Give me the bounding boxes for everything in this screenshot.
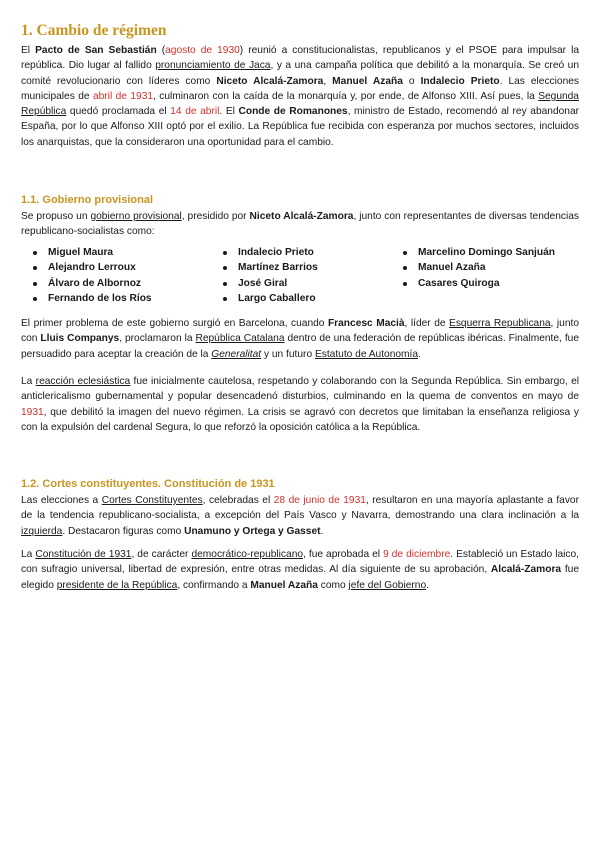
- list-item: Álvaro de Albornoz: [30, 276, 152, 291]
- text-run: Esquerra Republicana: [449, 318, 551, 329]
- text-run: , presidido por: [181, 211, 250, 222]
- list-item: Martínez Barrios: [220, 260, 318, 275]
- text-run: agosto de 1930: [165, 45, 240, 56]
- text-run: jefe del Gobierno: [348, 579, 427, 591]
- members-column-1: [30, 245, 152, 306]
- text-run: . El: [219, 106, 239, 118]
- text-run: .: [418, 348, 421, 360]
- text-run: , líder de: [404, 318, 450, 329]
- text-run: Unamuno y Ortega y Gasset: [184, 525, 321, 537]
- text-run: , junto con representantes de diversas tendencias republicano-socialistas como:: [21, 211, 580, 238]
- section-1-title: 1. Cambio de régimen: [21, 22, 167, 39]
- text-run: , ministro de Estado, recomendó al rey abandonar España, por lo que Alfonso XIII optó por el exilio. La República fue recibida con esperanza por muchos sectores, incluidos los anarquistas, que la consideraron una oportunidad para el cambio.: [21, 106, 580, 148]
- section-1-1-paragraph-catalonia: [21, 316, 579, 362]
- text-run: Conde de Romanones: [238, 106, 348, 118]
- text-run: , celebradas el: [202, 495, 274, 506]
- text-run: ,: [323, 75, 333, 87]
- text-run: La: [21, 549, 36, 560]
- text-run: 28 de junio de 1931: [273, 495, 366, 506]
- members-column-3: [400, 245, 555, 291]
- text-run: . Las elecciones municipales de: [21, 75, 580, 102]
- text-run: democrático-republicano: [191, 549, 304, 560]
- list-item: Manuel Azaña: [400, 260, 555, 275]
- text-run: o: [402, 75, 421, 87]
- text-run: Estatuto de Autonomía: [314, 348, 419, 360]
- text-run: , que debilitó la imagen del nuevo régimen. La crisis se agravó con decretos que limitaban la enseñanza religiosa y con la expulsión del cardenal Segura, lo que reforzó la oposición católica a la República.: [21, 406, 579, 433]
- text-run: Francesc Macià: [327, 318, 405, 329]
- text-run: Generalitat: [211, 348, 262, 360]
- text-run: República Catalana: [195, 333, 285, 345]
- text-run: , resultaron en una mayoría aplastante a favor de la tendencia republicano-socialista, a excepción del País Vasco y Navarra, demostrando una clara inclinación a la: [21, 495, 579, 522]
- text-run: (: [156, 45, 166, 56]
- text-run: Las elecciones a: [21, 495, 102, 506]
- text-run: 1931: [21, 406, 44, 418]
- text-run: ) reunió a constitucionalistas, republicanos y el PSOE para impulsar la república. Dio lugar al fallido: [21, 45, 580, 72]
- list-item: Casares Quiroga: [400, 276, 555, 291]
- text-run: Segunda República: [21, 90, 579, 118]
- text-run: izquierda: [21, 525, 63, 537]
- text-run: quedó proclamada el: [66, 106, 171, 118]
- text-run: , y a una campaña política que debilitó a la monarquía. Se creó un comité revolucionario con líderes como: [21, 60, 579, 87]
- text-run: . Estableció un Estado laico, con sufragio universal, libertad de expresión, entre otras medidas. Al día siguiente de su aprobación,: [21, 549, 580, 576]
- text-run: El primer problema de este gobierno surgió en Barcelona, cuando: [21, 318, 328, 329]
- text-run: Manuel Azaña: [332, 75, 403, 87]
- text-run: pronunciamiento de Jaca: [155, 60, 271, 72]
- list-item: Marcelino Domingo Sanjuán: [400, 245, 555, 260]
- text-run: , junto con: [21, 318, 579, 345]
- section-1-1-paragraph-intro: [21, 209, 579, 240]
- text-run: Lluis Companys: [40, 333, 120, 345]
- text-run: 14 de abril: [170, 106, 220, 118]
- text-run: .: [320, 525, 324, 537]
- text-run: , confirmando a: [177, 579, 251, 591]
- list-item: Fernando de los Ríos: [30, 291, 152, 306]
- list-item: Indalecio Prieto: [220, 245, 318, 260]
- text-run: Pacto de San Sebastián: [35, 45, 157, 56]
- text-run: Niceto Alcalá-Zamora: [249, 211, 354, 222]
- text-run: fue elegido: [21, 564, 579, 591]
- members-column-2: [220, 245, 318, 306]
- section-1-paragraph: [21, 43, 579, 150]
- text-run: Indalecio Prieto: [420, 75, 500, 87]
- text-run: reacción eclesiástica: [35, 376, 131, 387]
- text-run: .: [426, 579, 429, 591]
- text-run: gobierno provisional: [90, 211, 182, 222]
- list-item: Alejandro Lerroux: [30, 260, 152, 275]
- section-1-1-paragraph-church: [21, 374, 579, 435]
- section-1-1-title: 1.1. Gobierno provisional: [21, 194, 154, 206]
- text-run: , fue aprobada el: [303, 549, 384, 560]
- text-run: Constitución de 1931: [35, 549, 132, 560]
- text-run: , proclamaron la: [119, 333, 196, 345]
- text-run: Manuel Azaña: [250, 579, 318, 591]
- text-run: Niceto Alcalá-Zamora: [216, 75, 324, 87]
- list-item: Largo Caballero: [220, 291, 318, 306]
- text-run: , de carácter: [131, 549, 192, 560]
- text-run: como: [317, 579, 349, 591]
- text-run: . Destacaron figuras como: [62, 525, 185, 537]
- list-item: Miguel Maura: [30, 245, 152, 260]
- text-run: y un futuro: [261, 348, 315, 360]
- text-run: El: [21, 45, 36, 56]
- text-run: Se propuso un: [21, 211, 91, 222]
- section-1-2-title: 1.2. Cortes constituyentes. Constitución de 1931: [21, 478, 275, 490]
- text-run: presidente de la República: [56, 579, 178, 591]
- text-run: Alcalá-Zamora: [490, 564, 562, 576]
- text-run: Cortes Constituyentes: [101, 495, 203, 506]
- list-item: José Giral: [220, 276, 318, 291]
- text-run: , culminaron con la caída de la monarquía y, por ende, de Alfonso XIII. Así pues, la: [153, 90, 539, 102]
- text-run: dentro de una federación de repúblicas ibéricas. Finalmente, fue persuadido para aceptar la creación de la: [21, 333, 580, 360]
- text-run: fue inicialmente cautelosa, respetando y colaborando con la Segunda República. Sin embargo, el anticlericalismo gubernamental y popular desencadenó disturbios, culminando en la quema de conventos en mayo de: [21, 376, 579, 403]
- text-run: La: [21, 376, 36, 387]
- text-run: 9 de diciembre: [383, 549, 451, 560]
- section-1-2-paragraph-elections: [21, 493, 579, 539]
- section-1-2-paragraph-constitution: [21, 547, 579, 593]
- text-run: abril de 1931: [92, 90, 154, 102]
